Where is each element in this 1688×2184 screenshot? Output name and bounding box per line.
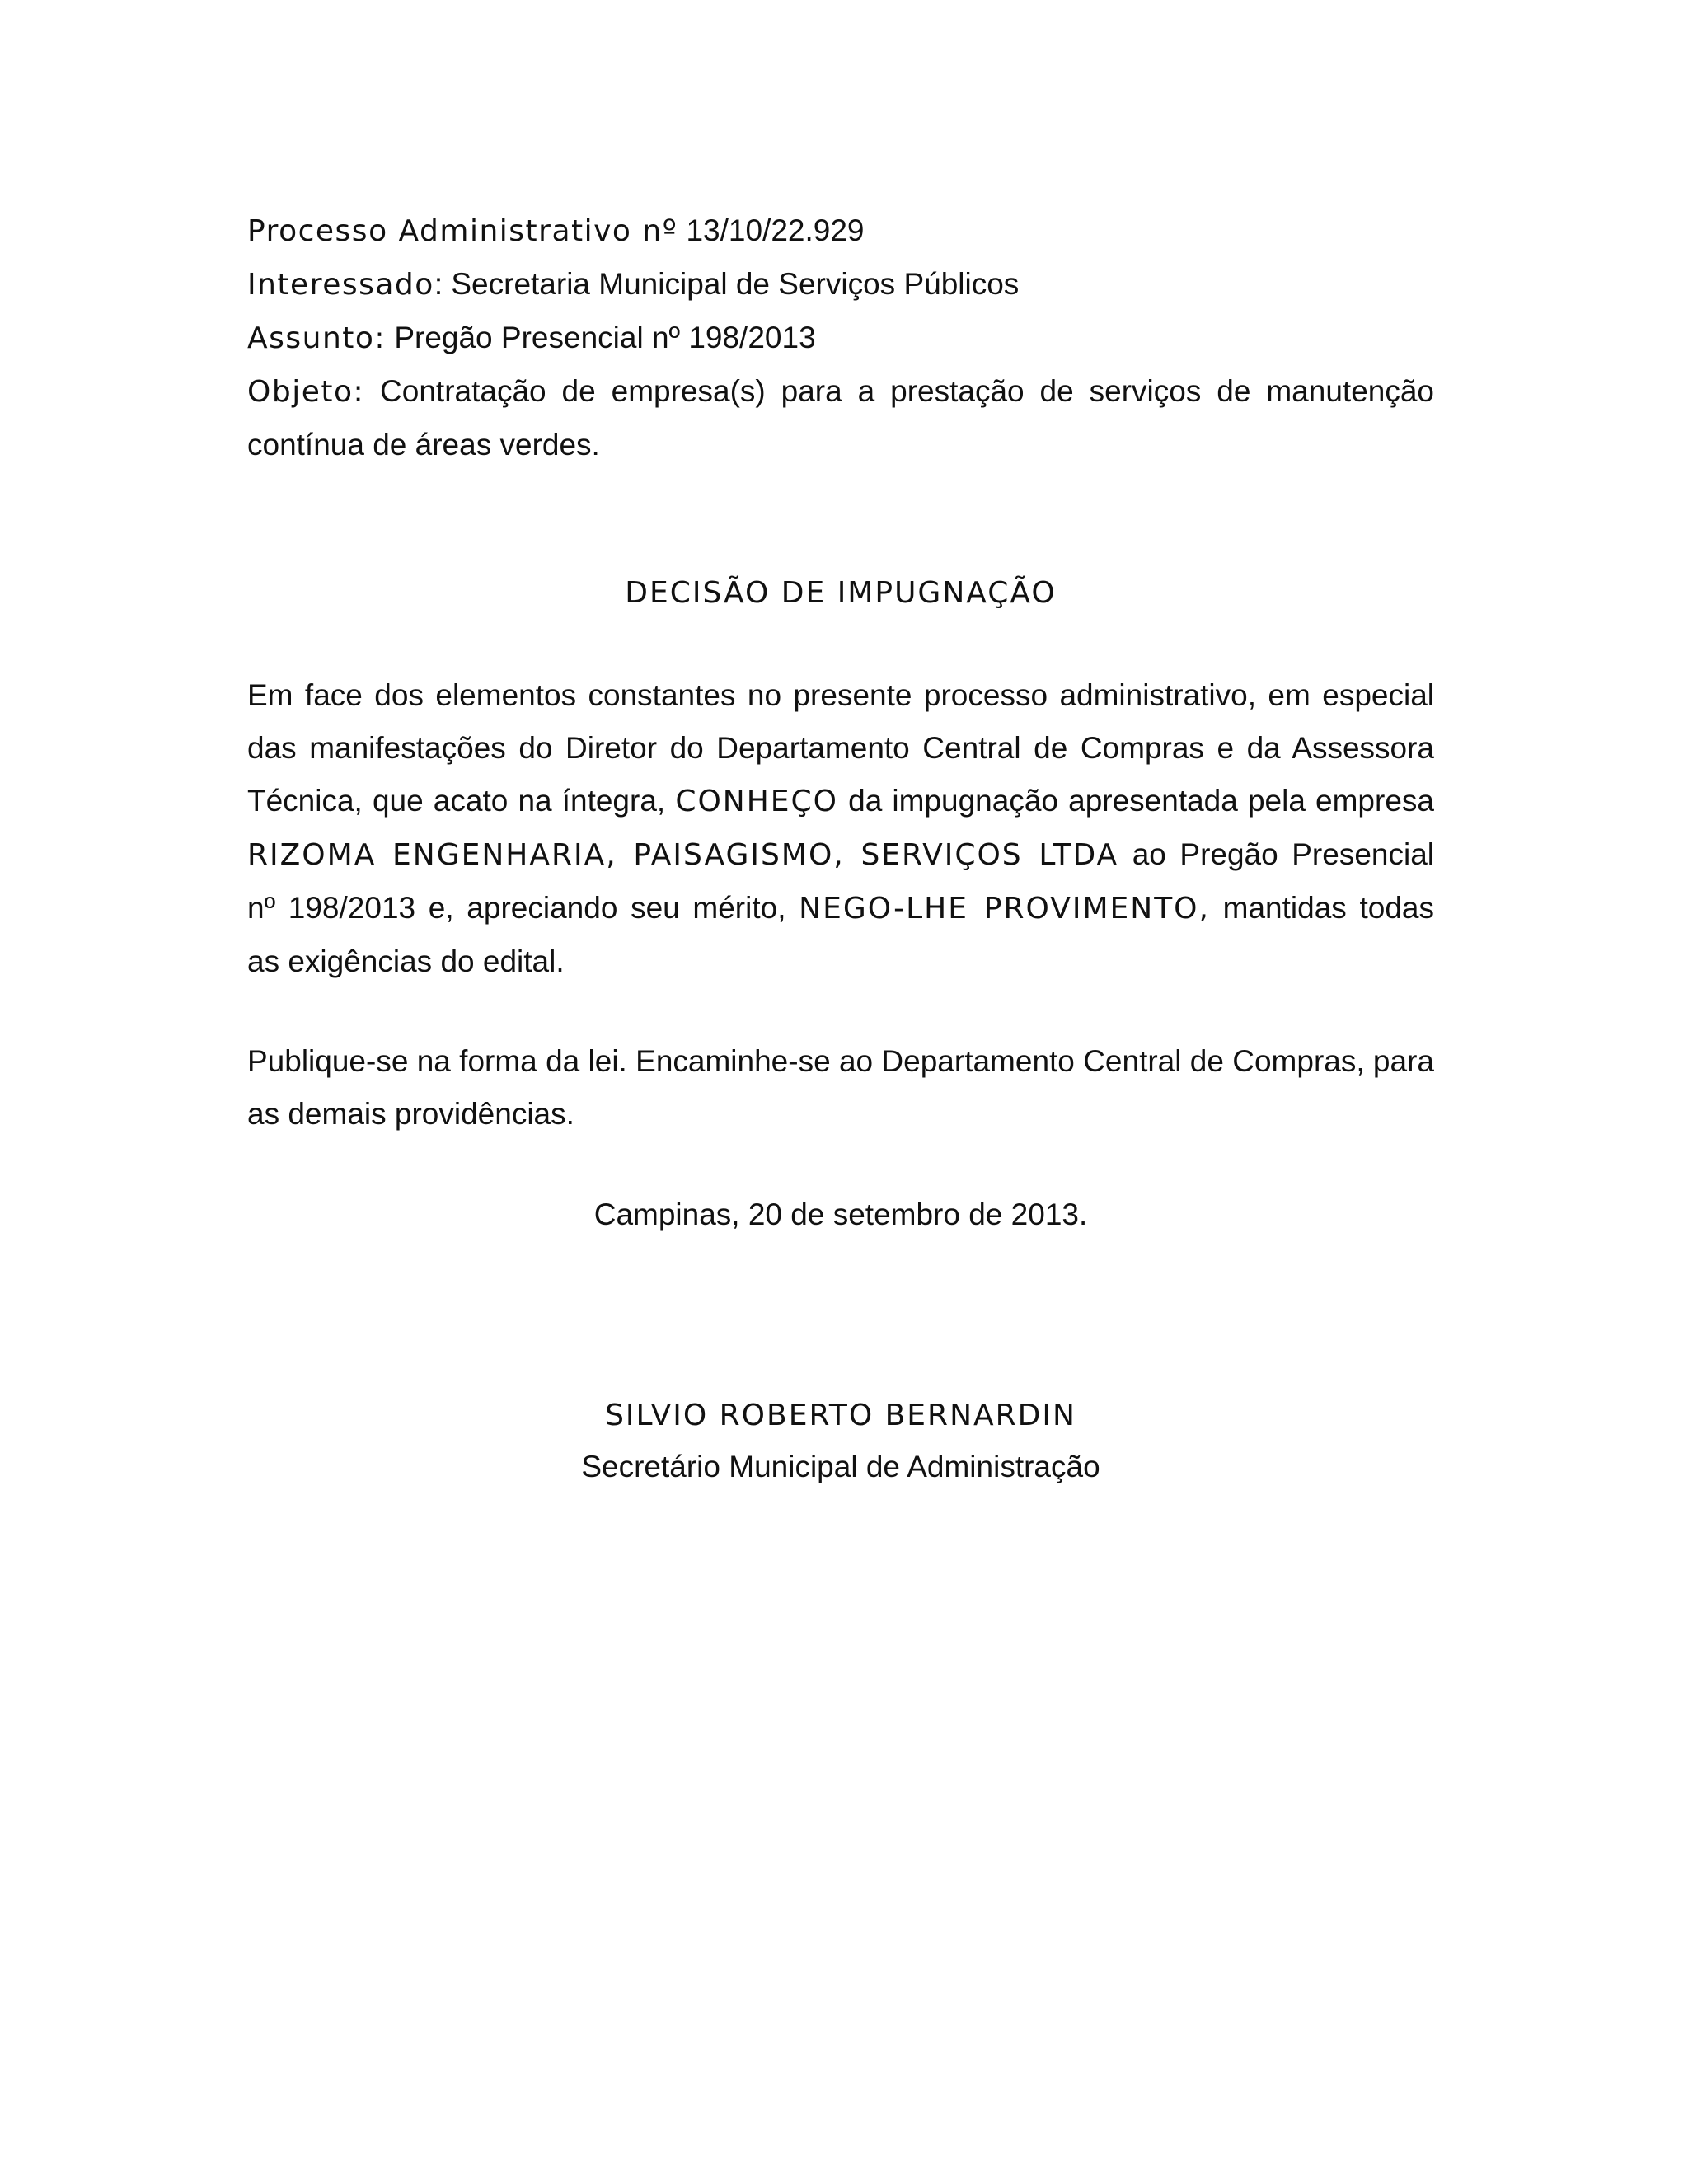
publication-paragraph: Publique-se na forma da lei. Encaminhe-se ao Departamento Central de Compras, para as demais providências. xyxy=(247,1044,1434,1131)
assunto-label: Assunto: xyxy=(247,321,387,355)
assunto-line xyxy=(247,312,1434,365)
objeto-line xyxy=(247,365,1434,471)
objeto-value: Contratação de empresa(s) para a prestação de serviços de manutenção contínua de áreas verdes. xyxy=(247,374,1434,462)
document-date: Campinas, 20 de setembro de 2013. xyxy=(593,1197,1088,1231)
decision-text-2: da impugnação apresentada pela empresa xyxy=(838,784,1434,818)
decision-text-4: mantidas todas as exigências do edital. xyxy=(247,891,1434,978)
interessado-line xyxy=(247,258,1434,312)
decision-nego: NEGO-LHE PROVIMENTO, xyxy=(799,892,1210,926)
document-title: DECISÃO DE IMPUGNAÇÃO xyxy=(625,576,1057,610)
decision-text-1: Em face dos elementos constantes no presente processo administrativo, em especial das manifestações do Diretor do Departamento Central de Compras e da Assessora Técnica, que acato na íntegra, xyxy=(247,678,1434,818)
decision-paragraph xyxy=(247,669,1434,988)
process-header xyxy=(247,204,1434,471)
decision-company: RIZOMA ENGENHARIA, PAISAGISMO, SERVIÇOS LTDA xyxy=(247,838,1119,872)
objeto-label: Objeto: xyxy=(247,375,365,409)
signer-role: Secretário Municipal de Administração xyxy=(581,1450,1100,1483)
decision-text-3: ao Pregão Presencial nº 198/2013 e, apreciando seu mérito, xyxy=(247,837,1435,925)
processo-label: Processo Administrativo nº xyxy=(247,214,678,248)
processo-line xyxy=(247,204,1434,258)
signer-name: SILVIO ROBERTO BERNARDIN xyxy=(605,1399,1076,1432)
interessado-value: : Secretaria Municipal de Serviços Públicos xyxy=(434,267,1020,301)
interessado-label: Interessado xyxy=(247,268,434,302)
assunto-value: Pregão Presencial nº 198/2013 xyxy=(386,321,816,354)
decision-conheco: CONHEÇO xyxy=(675,785,839,818)
processo-value: 13/10/22.929 xyxy=(678,213,865,247)
